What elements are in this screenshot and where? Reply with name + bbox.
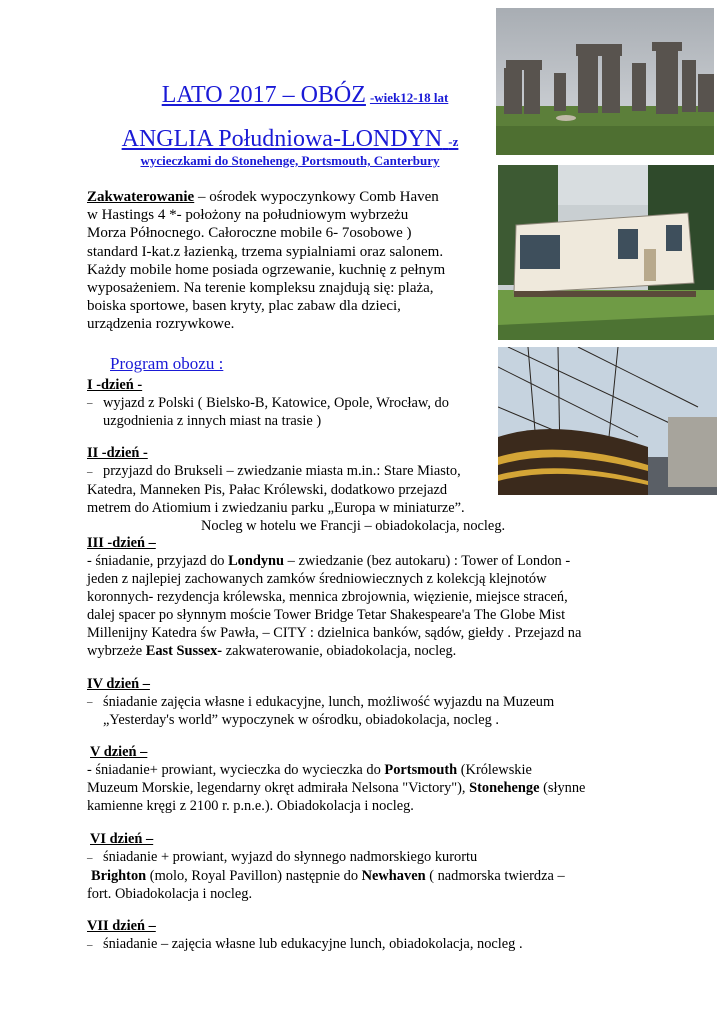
day1-line: uzgodnienia z innych miast na trasie ) [103, 413, 322, 429]
day6-line: fort. Obiadokolacja i nocleg. [87, 886, 253, 902]
region-title [90, 126, 490, 153]
ship-victory-photo [498, 347, 717, 495]
accommodation-line: urządzenia rozrywkowe. [87, 316, 235, 333]
accommodation-line: Morza Północnego. Całoroczne mobile 6- 7osobowe ) [87, 225, 412, 242]
day3-line: jeden z najlepiej zachowanych zamków średniowiecznych z kolekcją klejnotów [87, 571, 547, 587]
day4-line: śniadanie zajęcia własne i edukacyjne, lunch, możliwość wyjazdu na Muzeum [103, 694, 555, 710]
day6-text: (molo, Royal Pavillon) następnie do [146, 868, 362, 884]
day6-title: VI dzień – [90, 831, 154, 847]
accommodation-section [87, 188, 497, 334]
day2-line: przyjazd do Brukseli – zwiedzanie miasta m.in.: Stare Miasto, [103, 463, 461, 479]
day6-brighton: Brighton [91, 868, 147, 884]
day7-item [87, 935, 707, 954]
accommodation-label: Zakwaterowanie [87, 189, 195, 205]
day4-line: „Yesterday's world” wypoczynek w ośrodku, obiadokolacja, nocleg . [103, 712, 499, 728]
day6-newhaven: Newhaven [361, 868, 426, 884]
day3-text: – zwiedzanie (bez autokaru) : Tower of London - [284, 553, 571, 569]
day2-title: II -dzień - [87, 445, 148, 461]
day3-line: koronnych- rezydencja królewska, mennica zbrojownia, więzienie, miejsce straceń, [87, 589, 568, 605]
day4-title: IV dzień – [87, 676, 150, 692]
day6-line: śniadanie + prowiant, wyjazd do słynnego nadmorskiego kurortu [103, 849, 478, 865]
bullet: – [87, 397, 93, 409]
bullet: – [87, 466, 93, 478]
day2-line: metrem do Atiomium i zwiedzaniu parku „Europa w miniaturze”. [87, 500, 465, 516]
accommodation-line: Każdy mobile home posiada ogrzewanie, kuchnię z pełnym [87, 261, 446, 278]
day6-item [87, 848, 707, 903]
accommodation-line: wyposażeniem. Na terenie kompleksu znajdują się: plaża, [87, 280, 434, 297]
day5-title: V dzień – [90, 744, 148, 760]
day4-item [87, 693, 707, 729]
day1-item [87, 394, 497, 430]
day7-line: śniadanie – zajęcia własne lub edukacyjne lunch, obiadokolacja, nocleg . [103, 936, 523, 952]
day3-text: zakwaterowanie, obiadokolacja, nocleg. [222, 643, 457, 659]
title-age: -wiek12-18 lat [369, 90, 449, 105]
mobile-home-photo [498, 165, 714, 340]
day5-portsmouth: Portsmouth [384, 762, 458, 778]
bullet: – [87, 939, 93, 951]
accommodation-line: standard I-kat.z łazienką, trzema sypialniami oraz salonem. [87, 243, 444, 260]
day5-item [87, 761, 707, 815]
day5-text: (słynne [539, 780, 586, 796]
day3-title: III -dzień – [87, 535, 156, 551]
bullet: – [87, 696, 93, 708]
day7-title: VII dzień – [87, 918, 156, 934]
bullet: – [87, 852, 93, 864]
day1-title: I -dzień - [87, 377, 143, 393]
day5-text: (Królewskie [457, 762, 532, 778]
camp-title [0, 82, 610, 109]
day2-line: Nocleg w hotelu we Francji – obiadokolacja, nocleg. [201, 518, 506, 534]
program-heading: Program obozu : [110, 354, 224, 373]
day3-east-sussex: East Sussex- [145, 643, 223, 659]
day3-line: Millenijny Katedra św Pawła, – CITY : dzielnica banków, sądów, giełdy . Przejazd na [87, 625, 582, 641]
day6-text: ( nadmorska twierdza – [425, 868, 565, 884]
trip-subtitle: wycieczkami do Stonehenge, Portsmouth, Canterbury [140, 153, 440, 168]
day2-line: Katedra, Manneken Pis, Pałac Królewski, dodatkowo przejazd [87, 482, 448, 498]
region-name: ANGLIA Południowa-LONDYN [121, 126, 443, 152]
day5-text: - śniadanie+ prowiant, wycieczka do wycieczka do [87, 762, 385, 778]
day3-line: dalej spacer po słynnym moście Tower Bridge Tetar Shakespeare'a The Globe Mist [87, 607, 566, 623]
day2-item [87, 462, 507, 535]
accommodation-line: – ośrodek wypoczynkowy Comb Haven [197, 189, 439, 205]
day3-text: - śniadanie, przyjazd do [87, 553, 229, 569]
day5-text: Muzeum Morskie, legendarny okręt admirała Nelsona "Victory"), [87, 780, 470, 796]
day3-london: Londynu [228, 553, 285, 569]
region-suffix: -z [448, 134, 459, 149]
day3-text: wybrzeże [87, 643, 146, 659]
day3-item [87, 552, 707, 660]
day5-line: kamienne kręgi z 2100 r. p.n.e.). Obiadokolacja i nocleg. [87, 798, 414, 814]
accommodation-line: w Hastings 4 *- położony na południowym wybrzeżu [87, 207, 409, 224]
day1-line: wyjazd z Polski ( Bielsko-B, Katowice, Opole, Wrocław, do [103, 395, 449, 411]
title-main: LATO 2017 – OBÓZ [161, 82, 366, 108]
accommodation-line: boiska sportowe, basen kryty, plac zabaw dla dzieci, [87, 298, 401, 315]
day5-stonehenge: Stonehenge [469, 780, 540, 796]
